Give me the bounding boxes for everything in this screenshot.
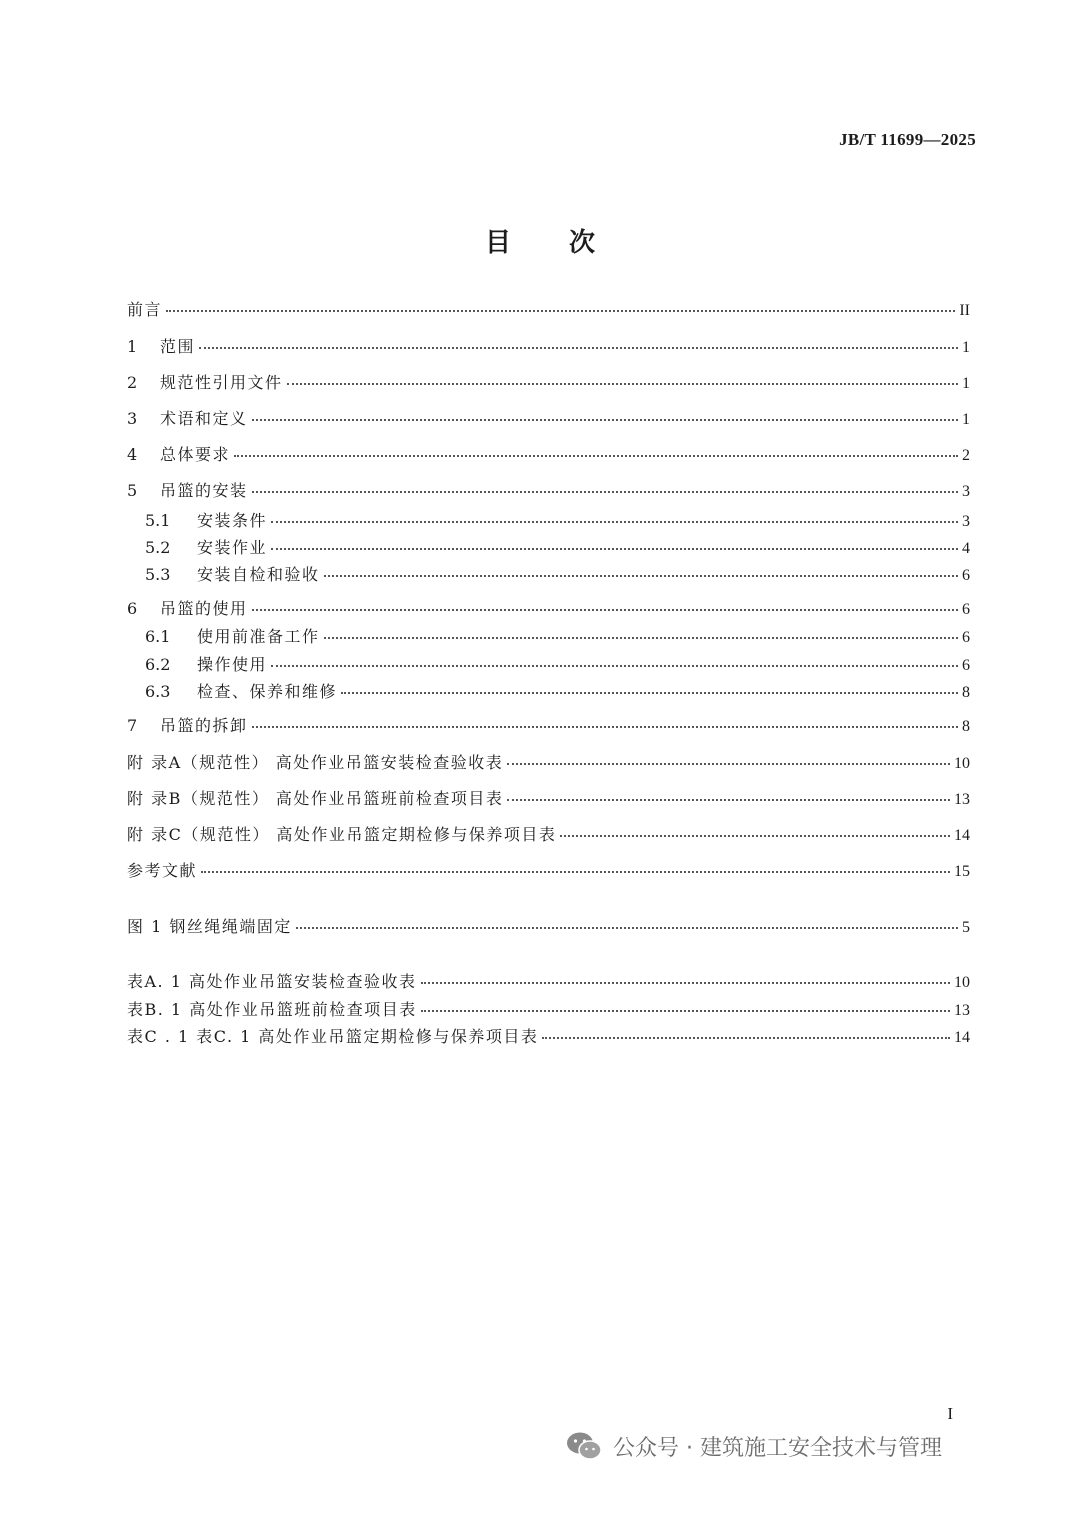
toc-entry-5-1[interactable] <box>145 511 970 532</box>
toc-page: 6 <box>962 601 970 618</box>
dot-leader <box>296 926 958 929</box>
toc-page: 13 <box>954 1002 970 1019</box>
toc-page: 10 <box>954 974 970 991</box>
toc-entry-appendix-a[interactable] <box>127 753 970 774</box>
toc-num: 4 <box>127 445 138 464</box>
toc-page: 6 <box>962 657 970 674</box>
toc-entry-6-2[interactable] <box>145 655 970 676</box>
toc-page: II <box>959 302 970 319</box>
toc-entry-2[interactable] <box>127 373 970 394</box>
toc-num: 5 <box>127 481 138 500</box>
dot-leader <box>271 547 958 550</box>
page-title <box>0 222 1080 259</box>
toc-entry-4[interactable] <box>127 445 970 466</box>
toc-label: 使用前准备工作 <box>197 627 320 646</box>
wechat-logo-icon <box>565 1430 603 1462</box>
toc-entry-5-3[interactable] <box>145 565 970 586</box>
toc-label: 吊篮的使用 <box>160 599 248 618</box>
toc-label: 附 录B（规范性） 高处作业吊篮班前检查项目表 <box>127 789 504 808</box>
toc-num: 1 <box>127 337 138 356</box>
toc-label: 图 1 钢丝绳绳端固定 <box>127 917 292 936</box>
toc-entry-appendix-b[interactable] <box>127 789 970 810</box>
watermark <box>565 1430 942 1462</box>
toc-label: 规范性引用文件 <box>160 373 283 392</box>
toc-label: 操作使用 <box>197 655 268 674</box>
toc-label: 参考文献 <box>127 861 198 880</box>
dot-leader <box>341 691 958 694</box>
toc-entry-1[interactable] <box>127 337 970 358</box>
dot-leader <box>421 1009 950 1012</box>
toc-page: 1 <box>962 411 970 428</box>
toc-label: 表C . 1 表C. 1 高处作业吊篮定期检修与保养项目表 <box>127 1027 539 1046</box>
toc-page: 3 <box>962 513 970 530</box>
toc-page: 4 <box>962 540 970 557</box>
toc-num: 5.1 <box>145 511 171 530</box>
toc-page: 8 <box>962 684 970 701</box>
toc-label: 安装条件 <box>197 511 268 530</box>
dot-leader <box>421 981 951 984</box>
page-folio: I <box>947 1404 953 1423</box>
toc-label: 安装自检和验收 <box>197 565 320 584</box>
dot-leader <box>252 490 958 493</box>
toc-entry-5-2[interactable] <box>145 538 970 559</box>
toc-num: 3 <box>127 409 138 428</box>
toc-entry-table-c1[interactable] <box>127 1027 970 1048</box>
dot-leader <box>507 798 950 801</box>
toc-label: 检查、保养和维修 <box>197 682 338 701</box>
toc-page: 6 <box>962 567 970 584</box>
toc-entry-table-b1[interactable] <box>127 1000 970 1021</box>
standard-code: JB/T 11699—2025 <box>839 130 976 149</box>
toc-num: 2 <box>127 373 138 392</box>
dot-leader <box>199 346 958 349</box>
toc-num: 7 <box>127 716 138 735</box>
dot-leader <box>324 636 958 639</box>
toc-entry-6-1[interactable] <box>145 627 970 648</box>
toc-label: 术语和定义 <box>160 409 248 428</box>
toc-num: 5.3 <box>145 565 171 584</box>
dot-leader <box>271 664 958 667</box>
toc-entry-table-a1[interactable] <box>127 972 970 993</box>
toc-entry-7[interactable] <box>127 716 970 737</box>
toc-num: 6.2 <box>145 655 171 674</box>
toc-entry-6[interactable] <box>127 599 970 620</box>
dot-leader <box>252 608 958 611</box>
toc-page: 2 <box>962 447 970 464</box>
dot-leader <box>166 309 955 312</box>
toc-page: 15 <box>954 863 970 880</box>
toc-label: 表A. 1 高处作业吊篮安装检查验收表 <box>127 972 417 991</box>
toc-label: 安装作业 <box>197 538 268 557</box>
toc-entry-5[interactable] <box>127 481 970 502</box>
toc-entry-foreword[interactable] <box>127 300 970 321</box>
toc-page: 14 <box>954 827 970 844</box>
toc-page: 1 <box>962 339 970 356</box>
title-char-1: 目 <box>484 228 511 258</box>
dot-leader <box>234 454 958 457</box>
title-char-2: 次 <box>569 228 596 258</box>
dot-leader <box>560 834 950 837</box>
dot-leader <box>287 382 958 385</box>
toc-label: 表B. 1 高处作业吊篮班前检查项目表 <box>127 1000 417 1019</box>
dot-leader <box>324 574 958 577</box>
dot-leader <box>252 725 958 728</box>
toc-page: 14 <box>954 1029 970 1046</box>
toc-page: 13 <box>954 791 970 808</box>
toc-num: 6 <box>127 599 138 618</box>
toc-label: 范围 <box>160 337 196 356</box>
toc-page: 10 <box>954 755 970 772</box>
toc-page: 8 <box>962 718 970 735</box>
dot-leader <box>507 762 950 765</box>
toc-label: 总体要求 <box>160 445 231 464</box>
toc-page: 6 <box>962 629 970 646</box>
toc-label: 附 录C（规范性） 高处作业吊篮定期检修与保养项目表 <box>127 825 557 844</box>
dot-leader <box>252 418 958 421</box>
toc-label: 附 录A（规范性） 高处作业吊篮安装检查验收表 <box>127 753 504 772</box>
toc-num: 5.2 <box>145 538 171 557</box>
dot-leader <box>271 520 958 523</box>
toc-entry-references[interactable] <box>127 861 970 882</box>
toc-num: 6.3 <box>145 682 171 701</box>
toc-label: 吊篮的安装 <box>160 481 248 500</box>
toc-entry-6-3[interactable] <box>145 682 970 703</box>
toc-page: 5 <box>962 919 970 936</box>
toc-page: 1 <box>962 375 970 392</box>
dot-leader <box>201 870 950 873</box>
toc-entry-appendix-c[interactable] <box>127 825 970 846</box>
toc-entry-3[interactable] <box>127 409 970 430</box>
dot-leader <box>542 1036 950 1039</box>
toc-entry-figure-1[interactable] <box>127 917 970 938</box>
toc-num: 6.1 <box>145 627 171 646</box>
toc-page: 3 <box>962 483 970 500</box>
toc-label: 前言 <box>127 300 163 319</box>
watermark-text: 公众号 · 建筑施工安全技术与管理 <box>613 1435 942 1461</box>
toc-label: 吊篮的拆卸 <box>160 716 248 735</box>
